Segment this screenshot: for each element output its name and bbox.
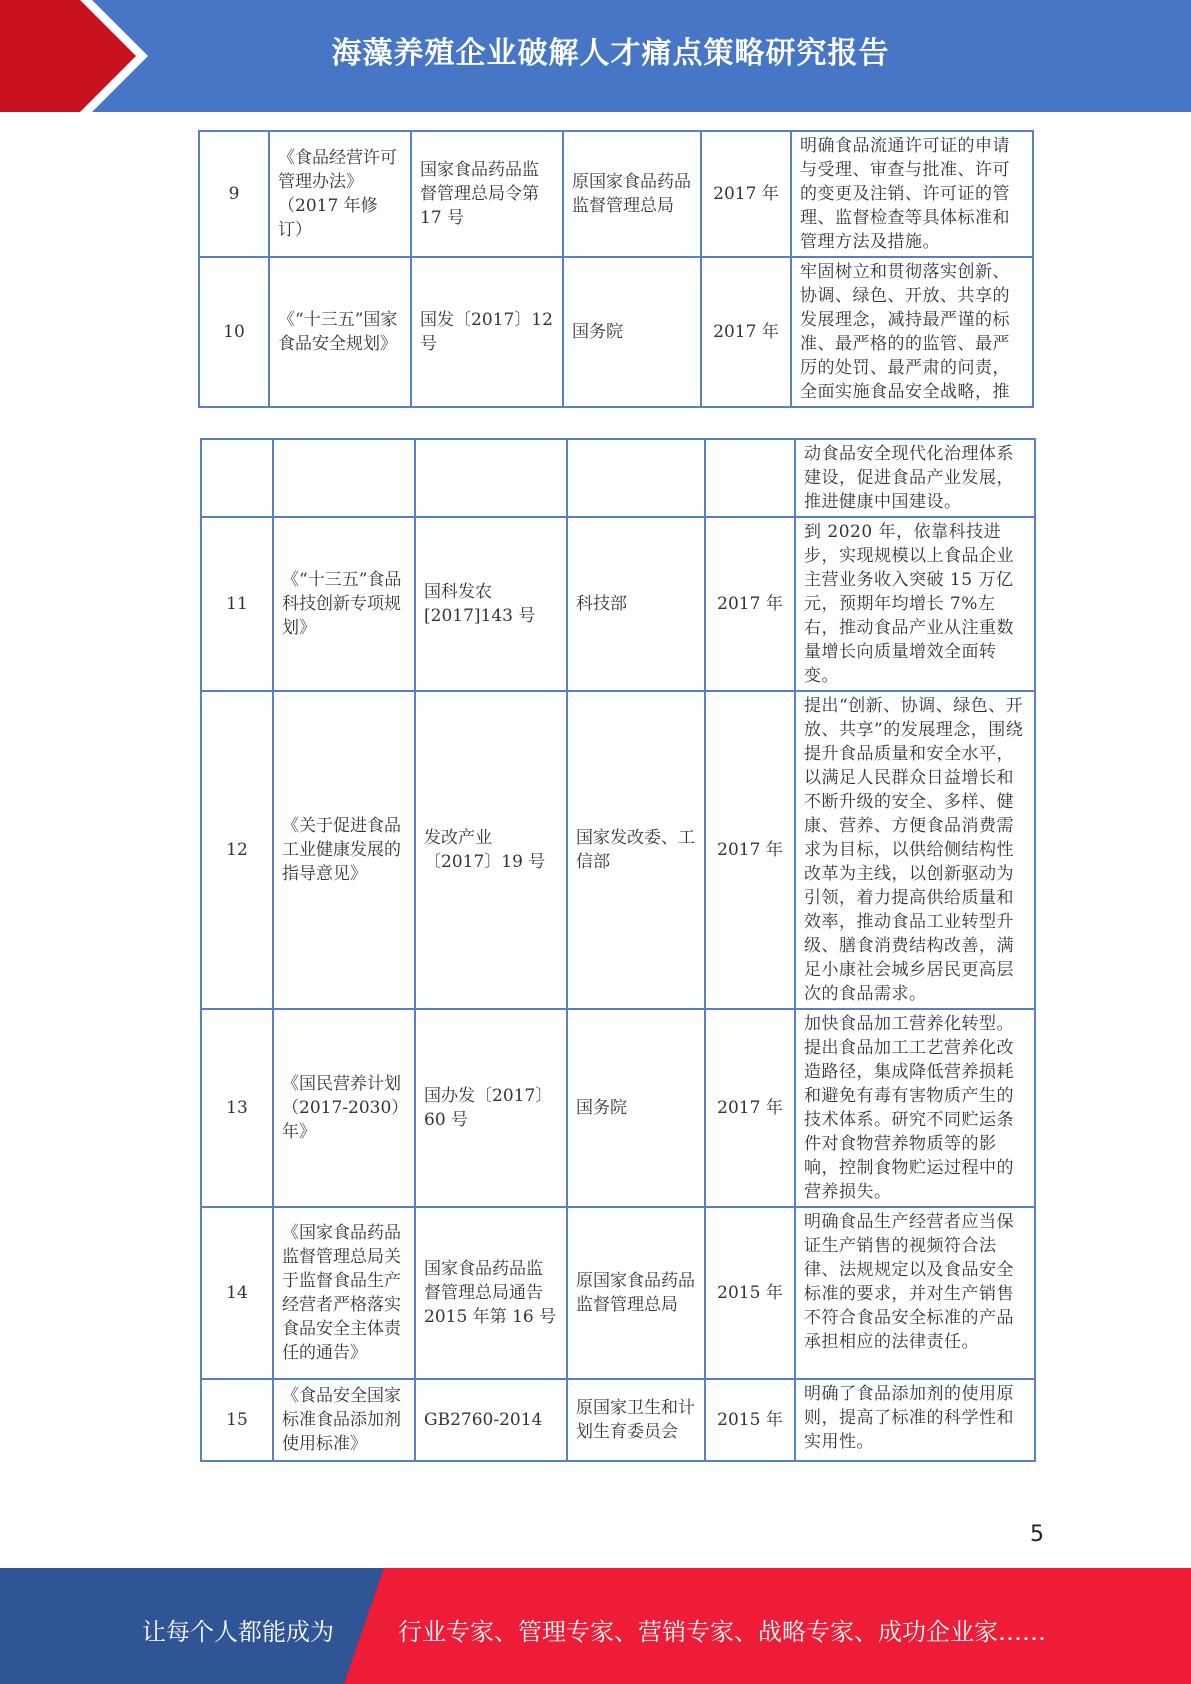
document-number: 国科发农[2017]143 号 xyxy=(415,517,567,691)
table-row xyxy=(201,517,1035,691)
document-number xyxy=(415,439,567,517)
issuing-authority: 原国家卫生和计划生育委员会 xyxy=(567,1379,705,1461)
document-number: 国家食品药品监督管理总局令第 17 号 xyxy=(411,131,563,257)
issue-year: 2015 年 xyxy=(705,1379,795,1461)
regulation-name: 《“十三五”国家食品安全规划》 xyxy=(269,257,411,407)
table-row xyxy=(199,131,1033,257)
issue-year: 2017 年 xyxy=(705,1009,795,1207)
row-number: 14 xyxy=(201,1207,273,1379)
page-title: 海藻养殖企业破解人才痛点策略研究报告 xyxy=(331,36,890,71)
table-row xyxy=(199,257,1033,407)
regulation-description: 牢固树立和贯彻落实创新、协调、绿色、开放、共享的发展理念，减持最严谨的标准、最严格的的监管、最严厉的处罚、最严肃的问责，全面实施食品安全战略，推 xyxy=(791,257,1033,407)
page-header xyxy=(0,0,1191,112)
row-number xyxy=(201,439,273,517)
table-row xyxy=(201,1009,1035,1207)
table-row xyxy=(201,439,1035,517)
issuing-authority: 国务院 xyxy=(567,1009,705,1207)
issue-year: 2017 年 xyxy=(705,691,795,1009)
document-number: 发改产业〔2017〕19 号 xyxy=(415,691,567,1009)
regulation-name: 《“十三五”食品科技创新专项规划》 xyxy=(273,517,415,691)
table-row xyxy=(201,691,1035,1009)
regulation-description: 提出“创新、协调、绿色、开放、共享”的发展理念，围绕提升食品质量和安全水平，以满足人民群众日益增长和不断升级的安全、多样、健康、营养、方便食品消费需求为目标，以供给侧结构性改革为主线，以创新驱动为引领，着力提高供给质量和效率，推动食品工业转型升级、膳食消费结构改善，满足小康社会城乡居民更高层次的食品需求。 xyxy=(795,691,1035,1009)
regulation-table-part-2 xyxy=(200,438,1036,1462)
row-number: 11 xyxy=(201,517,273,691)
regulation-table-part-1 xyxy=(198,130,1034,408)
regulation-description: 明确了食品添加剂的使用原则，提高了标准的科学性和实用性。 xyxy=(795,1379,1035,1461)
issuing-authority xyxy=(567,439,705,517)
regulation-description: 到 2020 年，依靠科技进步，实现规模以上食品企业主营业务收入突破 15 万亿元，预期年均增长 7%左右，推动食品产业从注重数量增长向质量增效全面转变。 xyxy=(795,517,1035,691)
issuing-authority: 原国家食品药品监督管理总局 xyxy=(563,131,701,257)
issue-year: 2017 年 xyxy=(701,257,791,407)
table-row xyxy=(201,1207,1035,1379)
row-number: 10 xyxy=(199,257,269,407)
row-number: 12 xyxy=(201,691,273,1009)
row-number: 13 xyxy=(201,1009,273,1207)
document-number: 国发〔2017〕12 号 xyxy=(411,257,563,407)
regulation-name: 《国民营养计划（2017-2030）年》 xyxy=(273,1009,415,1207)
issue-year xyxy=(705,439,795,517)
row-number: 15 xyxy=(201,1379,273,1461)
regulation-name xyxy=(273,439,415,517)
regulation-name: 《食品经营许可管理办法》（2017 年修订） xyxy=(269,131,411,257)
regulation-description: 加快食品加工营养化转型。提出食品加工工艺营养化改造路径，集成降低营养损耗和避免有毒有害物质产生的技术体系。研究不同贮运条件对食物营养物质等的影响，控制食物贮运过程中的营养损失。 xyxy=(795,1009,1035,1207)
regulation-description: 明确食品生产经营者应当保证生产销售的视频符合法律、法规规定以及食品安全标准的要求，并对生产销售不符合食品安全标准的产品承担相应的法律责任。 xyxy=(795,1207,1035,1379)
regulation-name: 《关于促进食品工业健康发展的指导意见》 xyxy=(273,691,415,1009)
page-number: 5 xyxy=(1030,1522,1044,1547)
issue-year: 2017 年 xyxy=(705,517,795,691)
footer-slogan-left: 让每个人都能成为 xyxy=(142,1618,334,1646)
issue-year: 2015 年 xyxy=(705,1207,795,1379)
document-number: 国办发〔2017〕60 号 xyxy=(415,1009,567,1207)
issuing-authority: 国务院 xyxy=(563,257,701,407)
issuing-authority: 国家发改委、工信部 xyxy=(567,691,705,1009)
issuing-authority: 科技部 xyxy=(567,517,705,691)
regulation-description: 动食品安全现代化治理体系建设，促进食品产业发展，推进健康中国建设。 xyxy=(795,439,1035,517)
regulation-name: 《国家食品药品监督管理总局关于监督食品生产经营者严格落实食品安全主体责任的通告》 xyxy=(273,1207,415,1379)
issue-year: 2017 年 xyxy=(701,131,791,257)
regulation-name: 《食品安全国家标准食品添加剂使用标准》 xyxy=(273,1379,415,1461)
footer-slogan-right: 行业专家、管理专家、营销专家、战略专家、成功企业家…… xyxy=(398,1618,1046,1646)
page-footer xyxy=(0,1568,1191,1684)
document-number: 国家食品药品监督管理总局通告 2015 年第 16 号 xyxy=(415,1207,567,1379)
regulation-description: 明确食品流通许可证的申请与受理、审查与批准、许可的变更及注销、许可证的管理、监督检查等具体标准和管理方法及措施。 xyxy=(791,131,1033,257)
issuing-authority: 原国家食品药品监督管理总局 xyxy=(567,1207,705,1379)
table-row xyxy=(201,1379,1035,1461)
row-number: 9 xyxy=(199,131,269,257)
document-number: GB2760-2014 xyxy=(415,1379,567,1461)
